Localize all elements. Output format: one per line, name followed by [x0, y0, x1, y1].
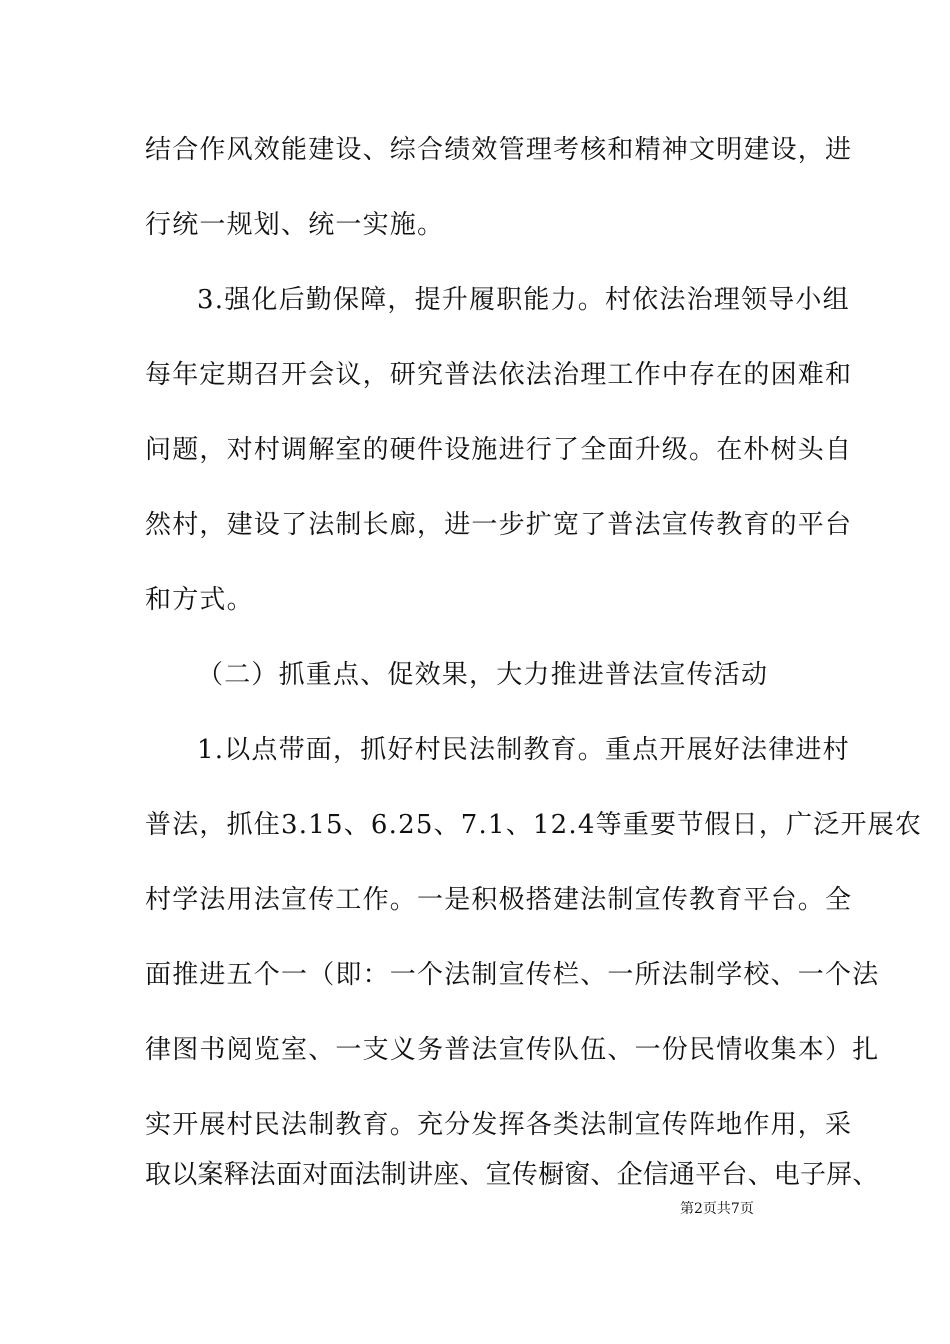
body-text-line: 村学法用法宣传工作。一是积极搭建法制宣传教育平台。全 — [145, 885, 853, 915]
page-number: 第2页共7页 — [680, 1201, 754, 1217]
body-text-line: 结合作风效能建设、综合绩效管理考核和精神文明建设，进 — [145, 135, 853, 165]
paragraph-first-line: 3.强化后勤保障，提升履职能力。村依法治理领导小组 — [197, 285, 850, 315]
body-text-line: 面推进五个一（即：一个法制宣传栏、一所法制学校、一个法 — [145, 960, 880, 990]
body-text-line: 行统一规划、统一实施。 — [145, 210, 445, 240]
section-heading: （二）抓重点、促效果，大力推进普法宣传活动 — [197, 660, 769, 690]
body-text-line: 每年定期召开会议，研究普法依法治理工作中存在的困难和 — [145, 360, 853, 390]
body-text-line: 律图书阅览室、一支义务普法宣传队伍、一份民情收集本）扎 — [145, 1035, 880, 1065]
body-text-line: 普法，抓住3.15、6.25、7.1、12.4等重要节假日，广泛开展农 — [145, 810, 923, 840]
body-text-line: 实开展村民法制教育。充分发挥各类法制宣传阵地作用，采 — [145, 1110, 853, 1140]
body-text-line: 然村，建设了法制长廊，进一步扩宽了普法宣传教育的平台 — [145, 510, 853, 540]
body-text-line: 和方式。 — [145, 585, 254, 615]
paragraph-first-line: 1.以点带面，抓好村民法制教育。重点开展好法律进村 — [197, 735, 850, 765]
body-text-line: 问题，对村调解室的硬件设施进行了全面升级。在朴树头自 — [145, 435, 853, 465]
body-text-line: 取以案释法面对面法制讲座、宣传橱窗、企信通平台、电子屏、 — [145, 1160, 879, 1190]
